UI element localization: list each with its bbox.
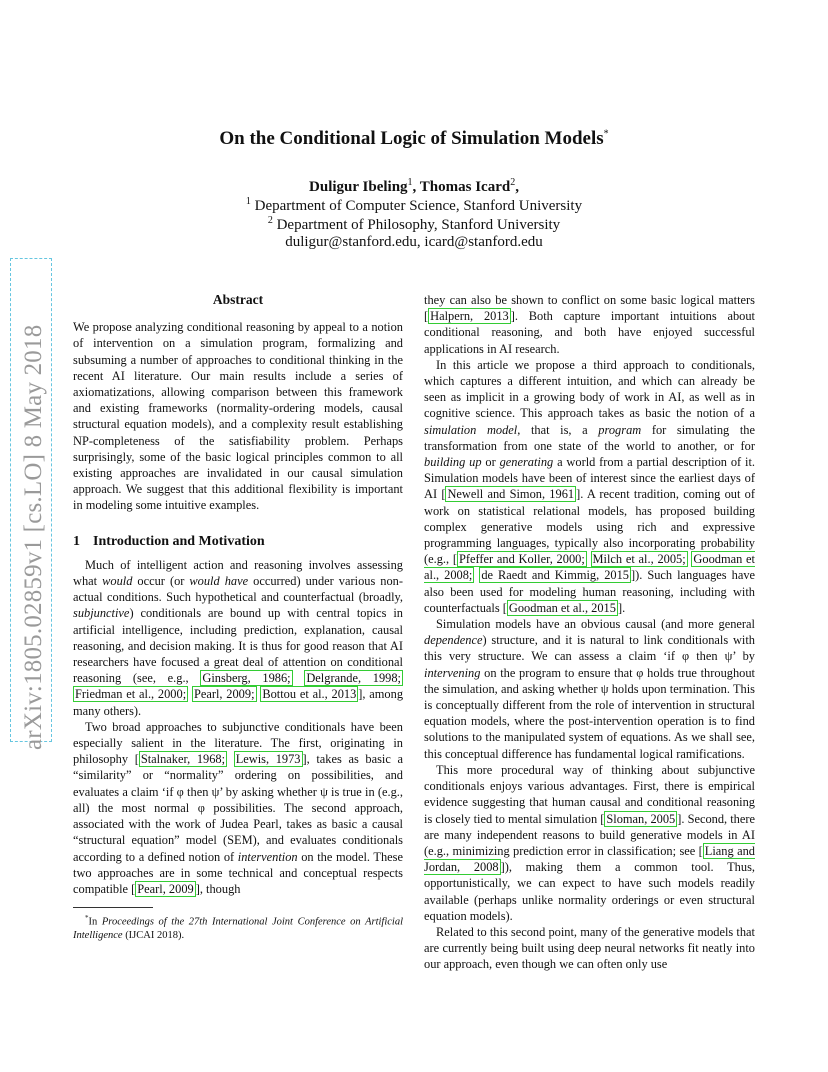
citation-link[interactable]: Milch et al., 2005; — [592, 552, 686, 567]
emphasis-text: would — [102, 574, 133, 589]
citation-link[interactable]: Ginsberg, 1986; — [202, 671, 291, 686]
author-2-affil: 2 — [510, 177, 516, 188]
body-text: occur (or — [132, 574, 190, 589]
right-column — [424, 292, 755, 973]
paper-title — [0, 128, 828, 150]
body-text: In — [88, 916, 102, 928]
affiliation-1 — [0, 196, 828, 215]
footnote-rule — [73, 907, 153, 908]
affiliation-2-text: Department of Philosophy, Stanford University — [276, 217, 561, 233]
body-text: ], though — [195, 881, 241, 896]
citation-link[interactable]: Lewis, 1973 — [235, 752, 301, 767]
left-body — [73, 557, 403, 897]
body-text: for simulating the transformation from one state of the world to another, or for — [424, 422, 756, 453]
body-text: ]). Such languages have also been used for modeling human reasoning, including with counterfactuals [ — [424, 568, 756, 615]
title-footnote-mark: * — [603, 128, 609, 140]
author-2-name: Thomas Icard — [419, 179, 511, 195]
paragraph — [73, 719, 403, 897]
emphasis-text: subjunctive — [73, 606, 130, 621]
author-emails[interactable]: duligur@stanford.edu, icard@stanford.edu — [285, 234, 543, 250]
paragraph — [424, 924, 755, 973]
body-text: on the model. These two approaches are in some technical and conceptual respects compatible [ — [73, 849, 403, 896]
body-text: Related to this second point, many of the generative models that are currently being built using deep neural networks fit neatly into our approach, even though we can often only use — [424, 924, 755, 972]
paragraph — [424, 292, 755, 357]
paragraph — [424, 616, 755, 762]
body-text — [293, 671, 305, 685]
body-text: ) structure, and it is natural to link conditionals with this very structure. We can assess a claim ‘if φ then ψ’ by — [424, 633, 755, 664]
citation-link[interactable]: Goodman et al., 2008; — [424, 552, 755, 583]
body-text: ], among many others). — [73, 687, 404, 718]
citation-link[interactable]: Pearl, 2009; — [193, 687, 255, 702]
citation-link[interactable]: Bottou et al., 2013 — [262, 687, 357, 702]
body-text: ], takes as basic a “similarity” or “normality” ordering on possibilities, and evaluates a claim ‘if φ then ψ’ by asking whether ψ is true in (e.g., all) the most normal φ possibilities. The second approach, associated with the work of Judea Pearl, takes as basic a causal “structural equation” model (SEM), and evaluates conditionals according to a defined notion of — [73, 752, 403, 864]
body-text: ) conditionals are bound up with central topics in artificial intelligence, including prediction, explanation, causal reasoning, and decision making. It is thus for good reason that AI researchers have focused a great deal of attention on conditional reasoning (see, e.g., — [73, 606, 403, 686]
body-text: a world from a partial description of it. Simulation models have been of interest since the earliest days of AI [ — [424, 455, 755, 502]
body-text: ]. Both capture important intuitions about conditional reasoning, and both have enjoyed successful applications in AI research. — [424, 309, 755, 356]
section-number: 1 — [73, 533, 80, 549]
body-text: (IJCAI 2018). — [122, 929, 185, 941]
citation-link[interactable]: Stalnaker, 1968; — [140, 752, 226, 767]
body-text: ]. — [617, 600, 626, 615]
right-body — [424, 292, 755, 973]
citation-link[interactable]: Delgrande, 1998; — [306, 671, 402, 686]
emphasis-text: building up — [424, 455, 482, 470]
emphasis-text: program — [598, 422, 642, 437]
body-text: occurred) under various non-actual conditions. Such hypothetical and counterfactual (broadly, — [73, 574, 404, 605]
citation-link[interactable]: Pfeffer and Koller, 2000; — [459, 552, 585, 567]
body-text: , that is, a — [517, 422, 599, 437]
citation-link[interactable]: Liang and Jordan, 2008 — [424, 843, 755, 875]
body-text: This more procedural way of thinking about subjunctive conditionals enjoys various advantages. First, there is empirical evidence suggesting that human causal and conditional reasoning is closely tied to mental simulation [ — [424, 762, 755, 826]
section-title: Introduction and Motivation — [93, 533, 265, 549]
affiliation-1-text: Department of Computer Science, Stanford University — [254, 198, 583, 214]
body-text — [587, 552, 591, 566]
author-separator: , — [412, 179, 420, 195]
emphasis-text: would have — [189, 574, 249, 589]
citation-link[interactable]: Pearl, 2009 — [137, 881, 194, 896]
body-text: on the program to ensure that φ holds true throughout the simulation, and asking whether ψ holds upon termination. This is conceptually different from the role of intervention in structural equation models, where the post-intervention operation is to find solutions to the manipulated system of equations. As we shall see, this conceptual difference has fundamental logical ramifications. — [424, 665, 755, 761]
abstract-heading: Abstract — [212, 292, 264, 307]
author-1-name: Duligur Ibeling — [309, 179, 408, 195]
body-text: Much of intelligent action and reasoning involves assessing what — [73, 557, 403, 589]
emphasis-text: simulation model — [424, 422, 518, 437]
emphasis-text: generating — [499, 455, 554, 470]
body-text: ]), making them a common tool. Thus, opportunistically, we can expect to have such models readily available (perhaps unlike normality orderings or even structural equation models). — [424, 860, 755, 923]
footnote-mark: * — [85, 914, 89, 923]
left-column — [73, 292, 403, 942]
paragraph — [73, 557, 403, 719]
emphasis-text: Proceedings of the 27th International Joint Conference on Artificial Intelligence — [73, 916, 403, 941]
body-text: ]. A recent tradition, coming out of work on statistical relational models, has proposed building complex generative models using rich and expressive programming languages, typically also incorporating probability (e.g., [ — [424, 487, 755, 567]
emphasis-text: dependence — [424, 633, 483, 648]
author-line — [0, 177, 828, 196]
citation-link[interactable]: Friedman et al., 2000; — [75, 687, 187, 702]
citation-link[interactable]: Sloman, 2005 — [606, 811, 676, 826]
body-text: ]. Second, there are many independent reasons to build generative models in AI (e.g., minimizing prediction error in classification; see [ — [424, 811, 756, 858]
citation-link[interactable]: Newell and Simon, 1961 — [447, 487, 575, 502]
citation-link[interactable]: Halpern, 2013 — [430, 309, 509, 324]
paragraph — [424, 357, 755, 616]
title-text: On the Conditional Logic of Simulation Models — [219, 128, 604, 149]
body-text: In this article we propose a third approach to conditionals, which captures a different intuition, and which can already be seen as implicit in a growing body of work in AI, as well as in cognitive science. This approach takes as basic the notion of a — [424, 357, 755, 421]
abstract-body: We propose analyzing conditional reasoning by appeal to a notion of intervention on a simulation program, formalizing and subsuming a number of approaches to conditional thinking in the recent AI literature. Our main results include a series of axiomatizations, allowing comparison between this framework and existing frameworks (normality-ordering models, causal structural equation models), and a complexity result establishing NP-completeness of the satisfiability problem. Perhaps surprisingly, some of the basic logical principles common to all existing approaches are invalidated in our causal simulation approach. We suggest that this additional flexibility is important in modeling some intuitive examples. — [73, 320, 403, 513]
affiliation-1-mark: 1 — [245, 196, 251, 207]
author-trailing-comma: , — [515, 179, 519, 195]
emphasis-text: intervention — [237, 849, 298, 864]
body-text: Two broad approaches to subjunctive conditionals have been especially salient in the literature. The first, originating in philosophy [ — [73, 719, 403, 767]
body-text: they can also be shown to conflict on some basic logical matters [ — [424, 293, 755, 324]
paragraph — [424, 762, 755, 924]
arxiv-identifier[interactable]: arXiv:1805.02859v1 [cs.LO] 8 May 2018 — [20, 324, 47, 750]
affiliation-2-mark: 2 — [267, 215, 273, 226]
citation-link[interactable]: de Raedt and Kimmig, 2015 — [481, 568, 629, 583]
author-1-affil: 1 — [407, 177, 413, 188]
emphasis-text: intervening — [424, 665, 481, 680]
footnote — [73, 912, 403, 942]
body-text: Simulation models have an obvious causal (and more general — [436, 617, 755, 632]
citation-link[interactable]: Goodman et al., 2015 — [508, 600, 616, 615]
body-text — [227, 752, 234, 766]
affiliation-2 — [0, 215, 828, 234]
section-heading — [73, 534, 403, 550]
body-text: or — [481, 455, 500, 470]
